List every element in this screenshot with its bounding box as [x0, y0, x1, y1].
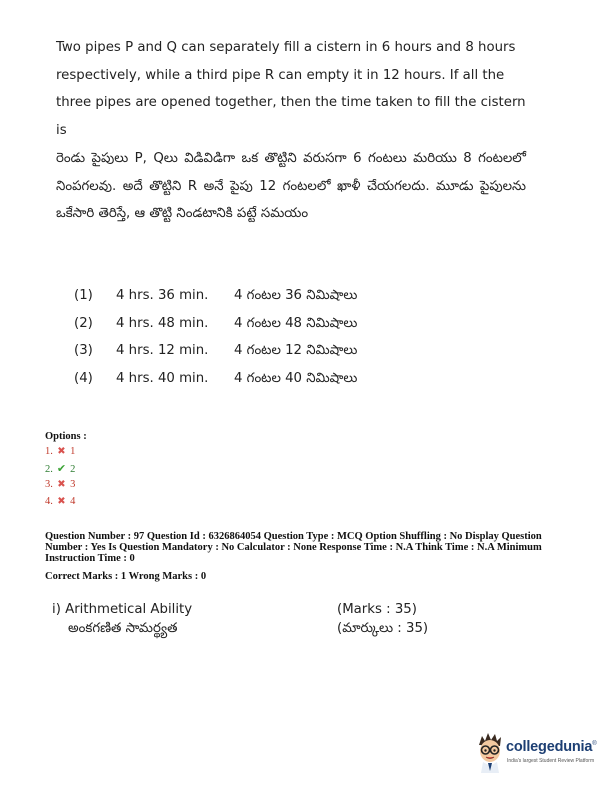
- answer-index: 4.: [45, 495, 53, 507]
- option-number: (3): [74, 343, 93, 359]
- cross-icon: ✖: [57, 495, 66, 507]
- section-marks-english: (Marks : 35): [337, 602, 417, 617]
- answer-value: 3: [70, 479, 76, 491]
- question-metadata: [45, 531, 575, 582]
- answer-index: 2.: [45, 463, 53, 475]
- option-text-english: 4 hrs. 40 min.: [116, 370, 209, 386]
- option-text-english: 4 hrs. 12 min.: [116, 343, 209, 359]
- option-number: (4): [74, 370, 93, 386]
- option-text-telugu: 4 గంటల 48 నిమిషాలు: [234, 315, 358, 331]
- collegedunia-logo: [474, 731, 604, 773]
- section-marks-telugu: (మార్కులు : 35): [337, 621, 429, 636]
- section-label-telugu: అంకగణిత సామర్థ్యత: [68, 621, 178, 636]
- question-options-list: [56, 282, 476, 392]
- mascot-icon: [474, 731, 506, 773]
- options-title: Options :: [45, 431, 87, 442]
- cross-icon: ✖: [57, 446, 66, 457]
- answer-option-3: [45, 477, 87, 494]
- option-text-english: 4 hrs. 48 min.: [116, 315, 209, 331]
- option-text-telugu: 4 గంటల 12 నిమిషాలు: [234, 343, 358, 359]
- option-number: (1): [74, 288, 93, 303]
- answer-value: 1: [70, 446, 76, 457]
- check-icon: ✔: [56, 462, 67, 475]
- question-info: Question Number : 97 Question Id : 6326864054 Question Type : MCQ Option Shuffling : No Display Question Number : Yes Is Question Mandatory : No Calculator : None Response Time : N.A Think Time : N.A Minimum Instruction Time : 0: [45, 531, 542, 565]
- question-option-4: [56, 365, 476, 393]
- section-row-english: [52, 600, 472, 619]
- question-option-3: [56, 337, 476, 365]
- answer-value: 2: [70, 463, 76, 475]
- section-label-english: i) Arithmetical Ability: [52, 602, 193, 617]
- answer-value: 4: [70, 495, 76, 507]
- option-text-telugu: 4 గంటల 36 నిమిషాలు: [234, 288, 358, 303]
- question-text-english: Two pipes P and Q can separately fill a cistern in 6 hours and 8 hours respectively, while a third pipe R can empty it in 12 hours. If all the three pipes are opened together, then the time taken to fill the cistern is: [56, 40, 526, 138]
- answer-option-1: [45, 444, 87, 461]
- answer-index: 3.: [45, 479, 53, 491]
- section-row-telugu: [52, 619, 472, 638]
- option-text-english: 4 hrs. 36 min.: [116, 288, 209, 303]
- marks-info: Correct Marks : 1 Wrong Marks : 0: [45, 570, 207, 582]
- section-header: [52, 600, 472, 638]
- question-option-1: [56, 282, 476, 310]
- answer-index: 1.: [45, 446, 53, 457]
- question-option-2: [56, 310, 476, 338]
- answer-options-block: [45, 431, 87, 510]
- question-text-telugu: రెండు పైపులు P, Qలు విడివిడిగా ఒక తొట్టిని వరుసగా 6 గంటలు మరియు 8 గంటలలో నింపగలవు. అదే తొట్టిని R అనే పైపు 12 గంటలలో ఖాళీ చేయగలదు. మూడు పైపులను ఒకేసారి తెరిస్తే, ఆ తొట్టి నిండటానికి పట్టే సమయం: [56, 151, 526, 221]
- logo-tagline: India's largest Student Review Platform: [507, 758, 595, 764]
- option-text-telugu: 4 గంటల 40 నిమిషాలు: [234, 370, 358, 386]
- logo-name: collegedunia®: [506, 739, 597, 755]
- cross-icon: ✖: [57, 479, 66, 491]
- answer-option-4: [45, 494, 87, 511]
- answer-option-2: [45, 461, 87, 478]
- option-number: (2): [74, 315, 93, 331]
